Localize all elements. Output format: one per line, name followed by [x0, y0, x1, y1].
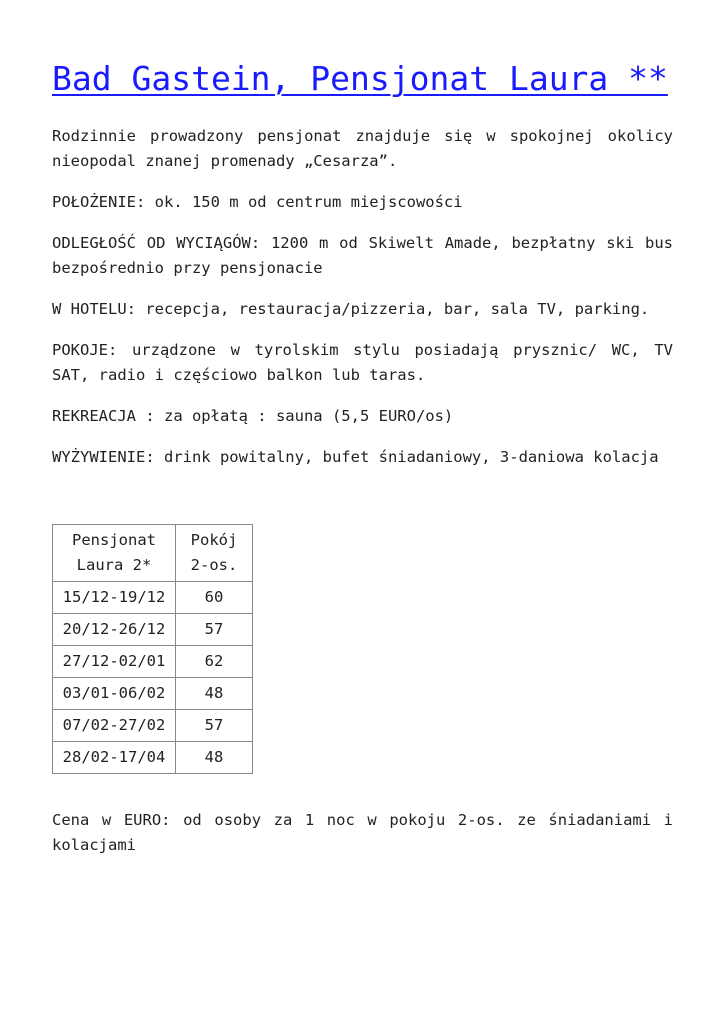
table-header-row [53, 525, 253, 582]
table-cell-price: 62 [176, 646, 253, 678]
table-cell-period: 28/02-17/04 [53, 742, 176, 774]
title-link[interactable]: Bad Gastein, Pensjonat Laura ** [52, 59, 668, 98]
table-cell-period: 03/01-06/02 [53, 678, 176, 710]
rooms-paragraph: POKOJE: urządzone w tyrolskim stylu posiadają prysznic/ WC, TV SAT, radio i częściowo balkon lub taras. [52, 341, 673, 384]
table-row [53, 582, 253, 614]
hotel-amenities-paragraph: W HOTELU: recepcja, restauracja/pizzeria, bar, sala TV, parking. [52, 300, 650, 318]
price-table [52, 524, 253, 774]
table-row [53, 710, 253, 742]
meals-paragraph: WYŻYWIENIE: drink powitalny, bufet śniadaniowy, 3-daniowa kolacja [52, 448, 659, 466]
table-cell-period: 07/02-27/02 [53, 710, 176, 742]
article [52, 58, 673, 874]
table-row [53, 646, 253, 678]
table-cell-price: 48 [176, 678, 253, 710]
table-cell-price: 57 [176, 614, 253, 646]
lifts-distance-paragraph: ODLEGŁOŚĆ OD WYCIĄGÓW: 1200 m od Skiwelt Amade, bezpłatny ski bus bezpośrednio przy pensjonacie [52, 234, 673, 277]
table-header-cell: Pokój 2-os. [176, 525, 253, 582]
table-cell-price: 57 [176, 710, 253, 742]
recreation-paragraph: REKREACJA : za opłatą : sauna (5,5 EURO/os) [52, 407, 454, 425]
location-paragraph: POŁOŻENIE: ok. 150 m od centrum miejscowości [52, 193, 463, 211]
table-row [53, 614, 253, 646]
page-title [52, 58, 673, 100]
table-row [53, 742, 253, 774]
table-cell-price: 60 [176, 582, 253, 614]
intro-paragraph: Rodzinnie prowadzony pensjonat znajduje się w spokojnej okolicy nieopodal znanej promenady „Cesarza”. [52, 127, 673, 170]
spacer [52, 486, 673, 524]
table-cell-period: 27/12-02/01 [53, 646, 176, 678]
price-note: Cena w EURO: od osoby za 1 noc w pokoju 2-os. ze śniadaniami i kolacjami [52, 811, 673, 854]
table-cell-period: 20/12-26/12 [53, 614, 176, 646]
table-row [53, 678, 253, 710]
table-cell-period: 15/12-19/12 [53, 582, 176, 614]
table-header-cell: Pensjonat Laura 2* [53, 525, 176, 582]
table-cell-price: 48 [176, 742, 253, 774]
